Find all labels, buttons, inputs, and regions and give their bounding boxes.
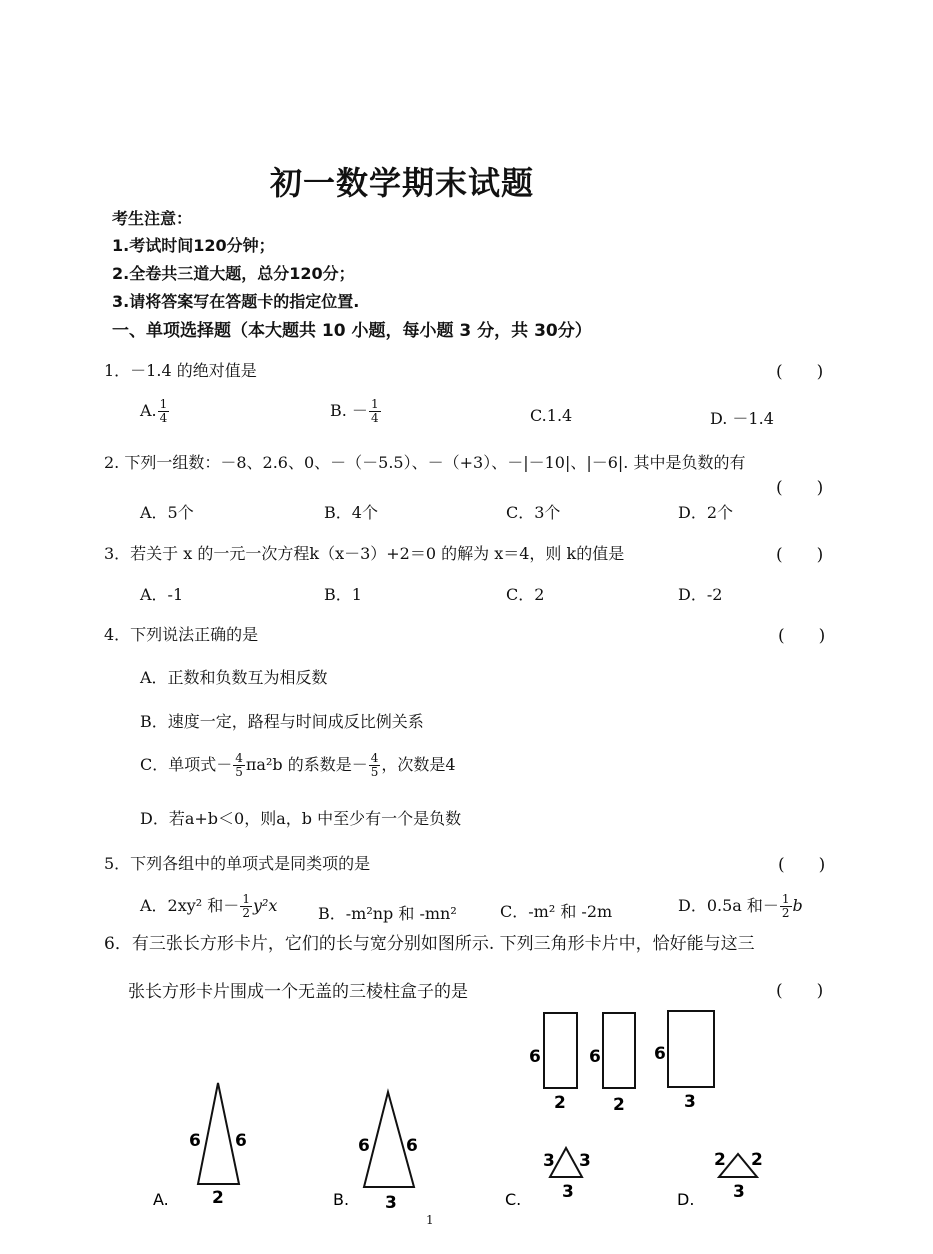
option-c-triangle (505, 1148, 591, 1209)
rect-width-label: 3 (684, 1092, 696, 1112)
option-b-triangle (333, 1092, 418, 1213)
notice-item: 2.全卷共三道大题，总分120分； (112, 264, 355, 283)
answer-paren: ( ) (778, 626, 826, 646)
question-2-stem: 2. 下列一组数：－8、2.6、0、－（－5.5）、－（+3）、－|－10|、|－6|. 其中是负数的有 (104, 453, 746, 472)
q2-option-b: B．4个 (324, 503, 378, 522)
answer-paren: ( ) (776, 981, 824, 1001)
option-a-triangle (153, 1083, 247, 1209)
triangle-base-label: 3 (733, 1182, 745, 1202)
triangle-base-label: 3 (562, 1182, 574, 1202)
q4-option-c: C．单项式－ $\frac{4}{5}$ πa²b 的系数是－ $\frac{4}{5}$ ，次数是4 (140, 751, 456, 779)
triangle-left-label: 6 (358, 1136, 370, 1156)
question-6-stem: 6．有三张长方形卡片，它们的长与宽分别如图所示. 下列三角形卡片中，恰好能与这三 (104, 934, 755, 954)
question-6-stem-cont: 张长方形卡片围成一个无盖的三棱柱盒子的是 (128, 982, 468, 1002)
q1-option-a: A. $\frac{1}{4}$ (140, 397, 168, 425)
triangle-left-label: 2 (714, 1150, 726, 1170)
triangle-right-label: 2 (751, 1150, 763, 1170)
triangle-right-label: 6 (235, 1131, 247, 1151)
q3-option-b: B．1 (324, 585, 362, 604)
q4-option-a: A．正数和负数互为相反数 (140, 668, 328, 687)
option-label: D. (677, 1190, 695, 1209)
q5-option-b: B．-m²np 和 -mn² (318, 904, 457, 923)
q6-figures (0, 1000, 933, 1225)
q5-option-a: A．2xy² 和－ $\frac{1}{2}$ y²x (140, 892, 278, 920)
q3-option-a: A．-1 (140, 585, 184, 604)
notice-item: 3.请将答案写在答题卡的指定位置. (112, 292, 360, 311)
option-label: B. (333, 1190, 350, 1209)
triangle-right-label: 3 (579, 1151, 591, 1171)
notice-heading: 考生注意： (112, 209, 193, 228)
rect-height-label: 6 (529, 1047, 541, 1067)
answer-paren: ( ) (776, 362, 824, 382)
q1-option-d: D. －1.4 (710, 409, 774, 428)
option-label: A. (153, 1190, 169, 1209)
rect-width-label: 2 (554, 1093, 566, 1113)
q1-option-b: B. － $\frac{1}{4}$ (330, 397, 379, 425)
question-5-stem: 5．下列各组中的单项式是同类项的是 (104, 854, 371, 873)
q1-option-c: C.1.4 (530, 406, 573, 425)
q4-option-d: D．若a+b＜0，则a，b 中至少有一个是负数 (140, 809, 462, 828)
triangle-base-label: 3 (385, 1193, 397, 1213)
answer-paren: ( ) (776, 478, 824, 498)
rect-height-label: 6 (654, 1044, 666, 1064)
rectangle-card-2 (589, 1013, 635, 1115)
q4-option-b: B．速度一定，路程与时间成反比例关系 (140, 712, 424, 731)
question-4-stem: 4．下列说法正确的是 (104, 625, 259, 644)
q5-option-d: D．0.5a 和－ $\frac{1}{2}$ b (678, 892, 803, 920)
q2-option-d: D．2个 (678, 503, 734, 522)
q3-option-c: C．2 (506, 585, 545, 604)
triangle-left-label: 6 (189, 1131, 201, 1151)
rectangle-card-3 (654, 1011, 714, 1112)
answer-paren: ( ) (776, 545, 824, 565)
question-1-stem: 1．－1.4 的绝对值是 (104, 361, 257, 380)
option-d-triangle (677, 1150, 763, 1209)
rectangle-card-1 (529, 1013, 577, 1113)
triangle-left-label: 3 (543, 1151, 555, 1171)
notice-item: 1.考试时间120分钟； (112, 236, 275, 255)
q2-option-c: C．3个 (506, 503, 561, 522)
rect-width-label: 2 (613, 1095, 625, 1115)
q2-option-a: A．5个 (140, 503, 194, 522)
rect-height-label: 6 (589, 1047, 601, 1067)
section-heading: 一、单项选择题（本大题共 10 小题，每小题 3 分，共 30分） (112, 321, 592, 341)
question-3-stem: 3．若关于 x 的一元一次方程k（x－3）+2＝0 的解为 x＝4，则 k的值是 (104, 544, 625, 563)
page-title: 初一数学期末试题 (270, 164, 535, 202)
q3-option-d: D．-2 (678, 585, 723, 604)
option-label: C. (505, 1190, 522, 1209)
page-number: 1 (426, 1213, 434, 1227)
answer-paren: ( ) (778, 855, 826, 875)
triangle-base-label: 2 (212, 1188, 224, 1208)
triangle-right-label: 6 (406, 1136, 418, 1156)
q5-option-c: C．-m² 和 -2m (500, 902, 613, 921)
